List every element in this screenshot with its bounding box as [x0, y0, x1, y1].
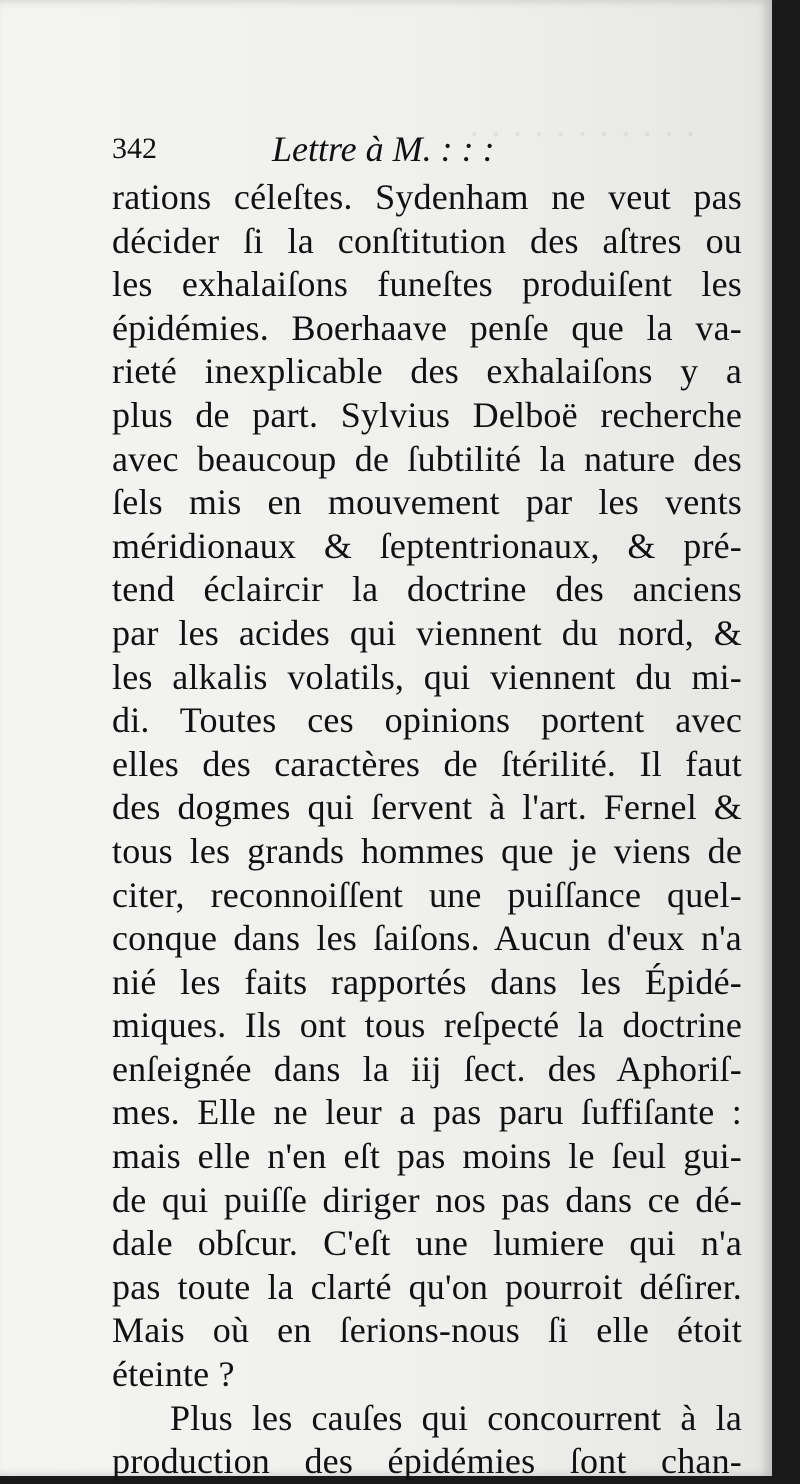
text-line: pas toute la clarté qu'on pourroit déſirer. [112, 1266, 742, 1307]
text-line: les exhalaiſons funeſtes produiſent les [112, 264, 742, 305]
body-text [112, 176, 742, 1484]
text-line: di. Toutes ces opinions portent avec [112, 700, 742, 741]
text-line: plus de part. Sylvius Delboë recherche [112, 394, 742, 435]
paragraph-start-line: Plus les cauſes qui concourrent à la [170, 1397, 742, 1438]
text-line: ſels mis en mouvement par les vents [112, 482, 742, 523]
text-line: mes. Elle ne leur a pas paru ſuffiſante : [112, 1092, 742, 1133]
text-line: les alkalis volatils, qui viennent du mi- [112, 656, 742, 697]
text-line: citer, reconnoiſſent une puiſſance quel- [112, 874, 742, 915]
text-line: Mais où en ſerions-nous ſi elle étoit [112, 1310, 742, 1351]
page-header [112, 128, 742, 174]
text-line: décider ſi la conſtitution des aſtres ou [112, 220, 742, 261]
text-line: méridionaux & ſeptentrionaux, & pré- [112, 525, 742, 566]
text-line: production des épidémies ſont chan- [112, 1441, 742, 1482]
text-line: nié les faits rapportés dans les Épidé- [112, 961, 742, 1002]
running-title: Lettre à M. : : : [272, 129, 495, 169]
page-number: 342 [112, 132, 157, 165]
text-line: rations céleſtes. Sydenham ne veut pas [112, 177, 742, 217]
text-line: avec beaucoup de ſubtilité la nature des [112, 438, 742, 479]
show-through-texture: . . . . . . . . . . . [469, 104, 696, 145]
text-line: tous les grands hommes que je viens de [112, 830, 742, 871]
text-line: rieté inexplicable des exhalaiſons y a [112, 351, 742, 392]
text-line: de qui puiſſe diriger nos pas dans ce dé- [112, 1179, 742, 1220]
text-line: miques. Ils ont tous reſpecté la doctrine [112, 1005, 742, 1046]
text-line: mais elle n'en eſt pas moins le ſeul gui- [112, 1136, 742, 1177]
text-line: tend éclaircir la doctrine des anciens [112, 569, 742, 610]
text-line: enſeignée dans la iij ſect. des Aphoriſ- [112, 1048, 742, 1089]
text-line: elles des caractères de ſtérilité. Il faut [112, 743, 742, 784]
text-line: épidémies. Boerhaave penſe que la va- [112, 307, 742, 348]
text-line: éteinte ? [112, 1354, 235, 1395]
text-line: par les acides qui viennent du nord, & [112, 612, 742, 653]
text-line: des dogmes qui ſervent à l'art. Fernel & [112, 787, 742, 828]
text-line: dale obſcur. C'eſt une lumiere qui n'a [112, 1223, 742, 1264]
text-line: conque dans les ſaiſons. Aucun d'eux n'a [112, 918, 742, 959]
